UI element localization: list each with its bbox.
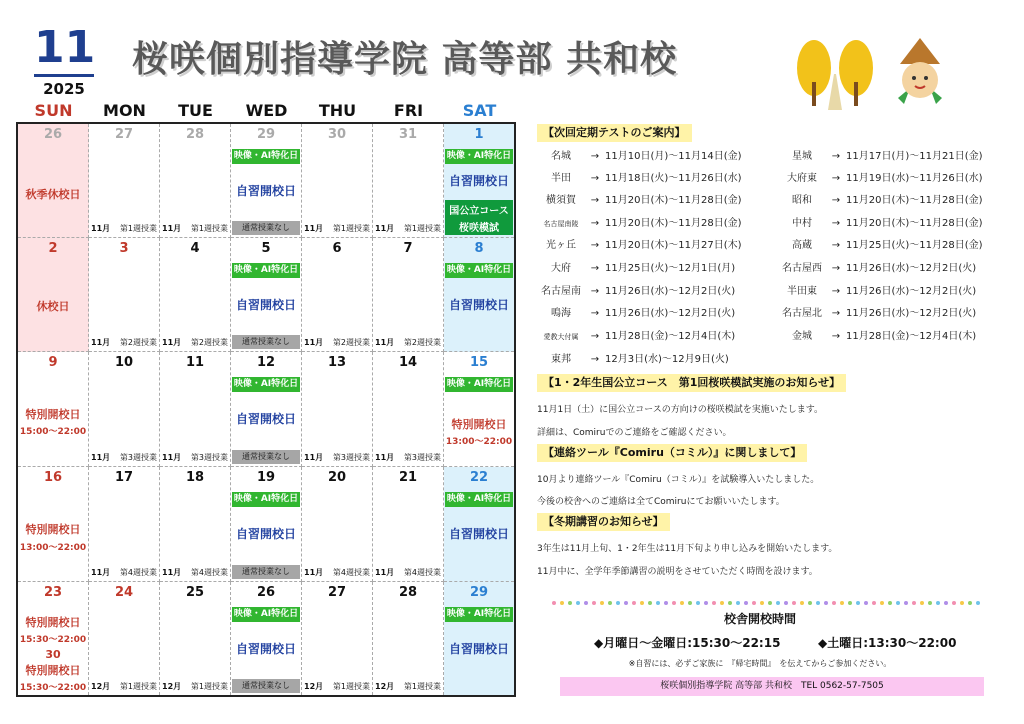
- closed-label: 秋季休校日: [25, 188, 81, 201]
- divider-dot: [656, 601, 660, 605]
- test-row: 名古屋北 → 11月26日(水)～12月2日(火): [782, 308, 977, 319]
- weekday-fri: FRI: [393, 101, 424, 120]
- no-class-badge: 通常授業なし: [232, 221, 300, 235]
- calendar-day: [302, 352, 373, 467]
- divider-dot: [648, 601, 652, 605]
- footer-contact: 桜咲個別指導学院 高等部 共和校 TEL 0562-57-7505: [560, 677, 984, 696]
- comiru-notice-heading: 【連絡ツール『Comiru（コミル）』に関しまして】: [537, 444, 807, 462]
- month-underline: [34, 74, 94, 77]
- page-title: 桜咲個別指導学院 高等部 共和校: [132, 39, 678, 80]
- divider-dot: [696, 601, 700, 605]
- pinecone-character-illustration: [890, 34, 950, 110]
- day-number: 21: [398, 470, 418, 485]
- test-row: 半田東 → 11月26日(水)～12月2日(火): [787, 286, 977, 297]
- winter-notice-line1: 3年生は11月上旬、1・2年生は11月下旬より申し込みを開始いたします。: [537, 544, 838, 554]
- divider-dot: [928, 601, 932, 605]
- divider-dot: [960, 601, 964, 605]
- calendar-day: [89, 238, 160, 352]
- self-study-label: 自習開校日: [235, 412, 296, 426]
- video-ai-badge: 映像・AI特化日: [232, 377, 300, 392]
- divider-dot: [952, 601, 956, 605]
- special-open-label: 特別開校日: [25, 408, 81, 421]
- class-week-label: 12月 第1週授業: [91, 682, 157, 691]
- class-week-label: 11月 第4週授業: [375, 568, 441, 577]
- class-week-label: 11月 第1週授業: [375, 224, 441, 233]
- calendar-day: [373, 352, 444, 467]
- calendar-day: [373, 238, 444, 352]
- day-number: 27: [114, 127, 134, 142]
- calendar-day: [231, 467, 302, 582]
- calendar-day: [231, 238, 302, 352]
- divider-dot: [936, 601, 940, 605]
- calendar-day: [373, 124, 444, 238]
- closed-label: 休校日: [36, 300, 70, 313]
- day-number: 6: [332, 241, 342, 256]
- special-open-time: 13:00～22:00: [19, 543, 87, 553]
- class-week-label: 11月 第3週授業: [375, 453, 441, 462]
- self-study-label: 自習開校日: [448, 527, 509, 541]
- day-number: 28: [398, 585, 418, 600]
- class-week-label: 11月 第4週授業: [91, 568, 157, 577]
- video-ai-badge: 映像・AI特化日: [445, 149, 513, 164]
- day-number: 16: [43, 470, 63, 485]
- weekday-wed: WED: [245, 101, 288, 120]
- day-number: 29: [256, 127, 276, 142]
- comiru-notice-line2: 今後の校舎へのご連絡は全てComiruにてお願いいたします。: [537, 497, 785, 507]
- divider-dot: [688, 601, 692, 605]
- test-row: 光ヶ丘 → 11月20日(木)～11月27日(木): [546, 240, 742, 251]
- divider-dot: [744, 601, 748, 605]
- class-week-label: 11月 第2週授業: [375, 338, 441, 347]
- divider-dot: [560, 601, 564, 605]
- special-open-label: 特別開校日: [25, 664, 81, 677]
- no-class-badge: 通常授業なし: [232, 679, 300, 693]
- divider-dot: [680, 601, 684, 605]
- self-study-label: 自習開校日: [448, 298, 509, 312]
- calendar-day: [444, 352, 514, 467]
- class-week-label: 12月 第1週授業: [304, 682, 370, 691]
- calendar-day: [18, 352, 89, 467]
- weekday-sat: SAT: [462, 101, 497, 120]
- day-number: 15: [469, 355, 489, 370]
- calendar-day: [444, 582, 514, 695]
- calendar-day: [89, 467, 160, 582]
- day-number: 23: [43, 585, 63, 600]
- class-week-label: 12月 第1週授業: [162, 682, 228, 691]
- weekday-sun: SUN: [34, 101, 73, 120]
- calendar-day: [231, 124, 302, 238]
- video-ai-badge: 映像・AI特化日: [445, 263, 513, 278]
- weekday-mon: MON: [103, 101, 146, 120]
- divider-dot: [976, 601, 980, 605]
- day-number-30: 30: [45, 648, 61, 661]
- divider-dot: [720, 601, 724, 605]
- class-week-label: 11月 第3週授業: [91, 453, 157, 462]
- calendar-day: [89, 582, 160, 695]
- mock-notice-heading: 【1・2年生国公立コース 第1回桜咲模試実施のお知らせ】: [537, 374, 846, 392]
- divider-dot: [600, 601, 604, 605]
- divider-dot: [624, 601, 628, 605]
- day-number: 26: [43, 127, 63, 142]
- test-row: 昭和 → 11月20日(木)～11月28日(金): [792, 195, 983, 206]
- divider-dot: [856, 601, 860, 605]
- test-row: 東邦 → 12月3日(水)～12月9日(火): [551, 354, 729, 365]
- calendar-day: [160, 124, 231, 238]
- divider-dot: [736, 601, 740, 605]
- day-number: 11: [185, 355, 205, 370]
- special-open-time: 15:30～22:00: [19, 635, 87, 645]
- calendar-day: [18, 582, 89, 695]
- tests-heading: 【次回定期テストのご案内】: [537, 124, 692, 142]
- divider-dot: [800, 601, 804, 605]
- divider-dot: [944, 601, 948, 605]
- self-study-label: 自習開校日: [448, 174, 509, 188]
- dotted-divider: [552, 590, 992, 596]
- day-number: 12: [256, 355, 276, 370]
- ginkgo-trees-illustration: [790, 34, 880, 110]
- self-study-label: 自習開校日: [235, 184, 296, 198]
- test-row: 高蔵 → 11月25日(火)～11月28日(金): [792, 240, 983, 251]
- class-week-label: 11月 第1週授業: [162, 224, 228, 233]
- calendar-day: [160, 467, 231, 582]
- hours-title: 校舎開校時間: [723, 612, 796, 626]
- day-number: 14: [398, 355, 418, 370]
- weekday-thu: THU: [318, 101, 357, 120]
- day-number: 9: [48, 355, 58, 370]
- divider-dot: [760, 601, 764, 605]
- calendar-day: [160, 238, 231, 352]
- class-week-label: 11月 第1週授業: [91, 224, 157, 233]
- day-number: 7: [403, 241, 413, 256]
- calendar-day: [160, 352, 231, 467]
- test-row: 名古屋南陵 → 11月20日(木)～11月28日(金): [543, 218, 742, 229]
- day-number: 25: [185, 585, 205, 600]
- divider-dot: [776, 601, 780, 605]
- divider-dot: [608, 601, 612, 605]
- divider-dot: [880, 601, 884, 605]
- special-open-label: 特別開校日: [25, 616, 81, 629]
- day-number: 3: [119, 241, 129, 256]
- special-open-label: 特別開校日: [25, 523, 81, 536]
- calendar-day: [444, 467, 514, 582]
- video-ai-badge: 映像・AI特化日: [445, 492, 513, 507]
- calendar-day: [89, 352, 160, 467]
- test-row: 星城 → 11月17日(月)～11月21日(金): [792, 151, 983, 162]
- test-row: 名古屋南 → 11月26日(水)～12月2日(火): [541, 286, 736, 297]
- self-study-label: 自習開校日: [235, 527, 296, 541]
- test-row: 愛教大付属 → 11月28日(金)～12月4日(木): [543, 331, 736, 342]
- divider-dot: [704, 601, 708, 605]
- calendar-day: [89, 124, 160, 238]
- divider-dot: [616, 601, 620, 605]
- divider-dot: [752, 601, 756, 605]
- divider-dot: [832, 601, 836, 605]
- divider-dot: [840, 601, 844, 605]
- special-open-time: 15:00～22:00: [19, 427, 87, 437]
- class-week-label: 11月 第3週授業: [304, 453, 370, 462]
- divider-dot: [640, 601, 644, 605]
- divider-dot: [592, 601, 596, 605]
- class-week-label: 11月 第2週授業: [91, 338, 157, 347]
- calendar-day: [373, 582, 444, 695]
- calendar-day: [231, 352, 302, 467]
- mock-notice-line2: 詳細は、Comiruでのご連絡をご確認ください。: [537, 428, 732, 438]
- day-number: 27: [327, 585, 347, 600]
- winter-notice-line2: 11月中に、全学年季節講習の説明をさせていただく時間を設けます。: [537, 567, 818, 577]
- self-study-label: 自習開校日: [448, 642, 509, 656]
- video-ai-badge: 映像・AI特化日: [445, 377, 513, 392]
- no-class-badge: 通常授業なし: [232, 335, 300, 349]
- divider-dot: [808, 601, 812, 605]
- divider-dot: [968, 601, 972, 605]
- hours-weekend: ◆土曜日:13:30～22:00: [818, 636, 957, 650]
- divider-dot: [920, 601, 924, 605]
- day-number: 24: [114, 585, 134, 600]
- test-row: 半田 → 11月18日(火)～11月26日(水): [551, 173, 742, 184]
- calendar-day: [18, 467, 89, 582]
- calendar-day: [444, 124, 514, 238]
- test-row: 金城 → 11月28日(金)～12月4日(木): [792, 331, 977, 342]
- day-number: 20: [327, 470, 347, 485]
- day-number: 8: [474, 241, 484, 256]
- test-row: 名城 → 11月10日(月)～11月14日(金): [551, 151, 742, 162]
- divider-dot: [816, 601, 820, 605]
- class-week-label: 11月 第2週授業: [304, 338, 370, 347]
- hours-note: ※自習には、必ずご家族に 『帰宅時間』 を伝えてからご参加ください。: [628, 659, 892, 668]
- day-number: 5: [261, 241, 271, 256]
- divider-dot: [584, 601, 588, 605]
- calendar-day: [302, 582, 373, 695]
- hours-weekday: ◆月曜日～金曜日:15:30～22:15: [594, 636, 781, 650]
- day-number: 29: [469, 585, 489, 600]
- divider-dot: [552, 601, 556, 605]
- calendar-day: [302, 124, 373, 238]
- divider-dot: [896, 601, 900, 605]
- day-number: 26: [256, 585, 276, 600]
- video-ai-badge: 映像・AI特化日: [445, 607, 513, 622]
- day-number: 18: [185, 470, 205, 485]
- divider-dot: [576, 601, 580, 605]
- divider-dot: [864, 601, 868, 605]
- day-number: 4: [190, 241, 200, 256]
- test-row: 中村 → 11月20日(木)～11月28日(金): [792, 218, 983, 229]
- day-number: 22: [469, 470, 489, 485]
- video-ai-badge: 映像・AI特化日: [232, 263, 300, 278]
- divider-dot: [672, 601, 676, 605]
- self-study-label: 自習開校日: [235, 642, 296, 656]
- test-row: 横須賀 → 11月20日(木)～11月28日(金): [546, 195, 742, 206]
- day-number: 19: [256, 470, 276, 485]
- divider-dot: [728, 601, 732, 605]
- day-number: 2: [48, 241, 58, 256]
- calendar-day: [373, 467, 444, 582]
- calendar-day: [18, 238, 89, 352]
- self-study-label: 自習開校日: [235, 298, 296, 312]
- calendar-day: [231, 582, 302, 695]
- comiru-notice-line1: 10月より連絡ツール『Comiru（コミル）』を試験導入いたしました。: [537, 475, 820, 485]
- day-number: 10: [114, 355, 134, 370]
- divider-dot: [784, 601, 788, 605]
- calendar-day: [302, 238, 373, 352]
- test-row: 鳴海 → 11月26日(水)～12月2日(火): [551, 308, 736, 319]
- video-ai-badge: 映像・AI特化日: [232, 607, 300, 622]
- day-number: 1: [474, 127, 484, 142]
- special-open-time: 15:30～22:00: [19, 683, 87, 693]
- special-open-time: 13:00～22:00: [445, 437, 513, 447]
- divider-dot: [712, 601, 716, 605]
- calendar-day: [160, 582, 231, 695]
- year: 2025: [43, 80, 85, 98]
- no-class-badge: 通常授業なし: [232, 450, 300, 464]
- divider-dot: [792, 601, 796, 605]
- class-week-label: 11月 第2週授業: [162, 338, 228, 347]
- class-week-label: 11月 第4週授業: [162, 568, 228, 577]
- test-row: 大府 → 11月25日(火)～12月1日(月): [551, 263, 736, 274]
- class-week-label: 11月 第1週授業: [304, 224, 370, 233]
- video-ai-badge: 映像・AI特化日: [232, 492, 300, 507]
- divider-dot: [824, 601, 828, 605]
- weekday-tue: TUE: [178, 101, 213, 120]
- mock-notice-line1: 11月1日（土）に国公立コースの方向けの桜咲模試を実施いたします。: [537, 405, 824, 415]
- class-week-label: 11月 第3週授業: [162, 453, 228, 462]
- special-open-label: 特別開校日: [451, 418, 507, 431]
- divider-dot: [888, 601, 892, 605]
- test-row: 大府東 → 11月19日(水)～11月26日(水): [787, 173, 983, 184]
- test-row: 名古屋西 → 11月26日(水)～12月2日(火): [782, 263, 977, 274]
- month-number: 11: [34, 22, 96, 73]
- video-ai-badge: 映像・AI特化日: [232, 149, 300, 164]
- calendar-day: [302, 467, 373, 582]
- divider-dot: [848, 601, 852, 605]
- mock-exam-badge: 国公立コース 桜咲模試: [445, 200, 513, 235]
- no-class-badge: 通常授業なし: [232, 565, 300, 579]
- divider-dot: [568, 601, 572, 605]
- divider-dot: [912, 601, 916, 605]
- calendar-day: [444, 238, 514, 352]
- class-week-label: 11月 第4週授業: [304, 568, 370, 577]
- divider-dot: [632, 601, 636, 605]
- day-number: 31: [398, 127, 418, 142]
- class-week-label: 12月 第1週授業: [375, 682, 441, 691]
- divider-dot: [768, 601, 772, 605]
- winter-notice-heading: 【冬期講習のお知らせ】: [537, 513, 670, 531]
- day-number: 30: [327, 127, 347, 142]
- day-number: 28: [185, 127, 205, 142]
- divider-dot: [904, 601, 908, 605]
- day-number: 13: [327, 355, 347, 370]
- calendar-grid: [16, 122, 516, 697]
- day-number: 17: [114, 470, 134, 485]
- calendar-day: [18, 124, 89, 238]
- divider-dot: [664, 601, 668, 605]
- divider-dot: [872, 601, 876, 605]
